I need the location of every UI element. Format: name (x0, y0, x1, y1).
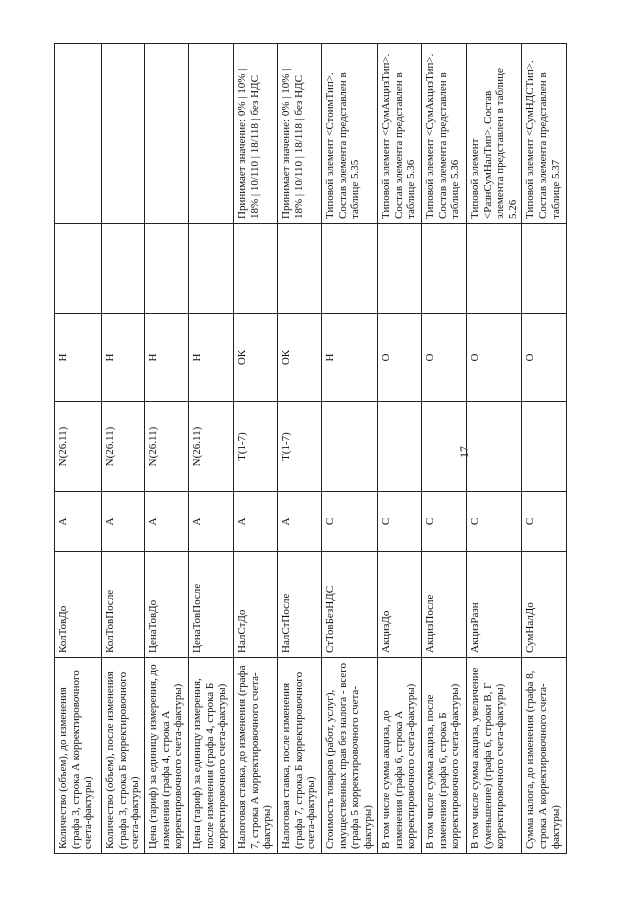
empty-cell (144, 224, 188, 314)
element-note-cell (102, 44, 145, 224)
element-code-cell: СумНалДо (522, 552, 567, 658)
table-row (421, 44, 466, 854)
element-type-cell: А (55, 492, 102, 552)
element-required-cell: О (377, 314, 421, 402)
elements-table (54, 43, 567, 854)
element-type-cell: С (421, 492, 466, 552)
element-code-cell: АкцизРазн (466, 552, 522, 658)
scan-mark (568, 730, 588, 820)
empty-cell (233, 224, 277, 314)
element-format-cell (321, 402, 377, 492)
element-type-cell: С (377, 492, 421, 552)
element-name-cell: В том числе сумма акциза, увеличение (уменьшение) (графа 6, строки В, Г корректировочного счета-фактуры) (466, 658, 522, 854)
table-row (277, 44, 321, 854)
table-row (144, 44, 188, 854)
element-required-cell: Н (144, 314, 188, 402)
element-type-cell: С (321, 492, 377, 552)
element-format-cell (522, 402, 567, 492)
table-row (55, 44, 102, 854)
empty-cell (522, 224, 567, 314)
element-required-cell: О (466, 314, 522, 402)
element-type-cell: С (522, 492, 567, 552)
element-code-cell: НалСтДо (233, 552, 277, 658)
element-format-cell: T(1-7) (233, 402, 277, 492)
element-code-cell: НалСтПосле (277, 552, 321, 658)
empty-cell (102, 224, 145, 314)
element-code-cell: ЦенаТовПосле (188, 552, 233, 658)
element-name-cell: Налоговая ставка, до изменения (графа 7, строка А корректировочного счета-фактуры) (233, 658, 277, 854)
element-name-cell: Количество (объем), после изменения (графа 3, строка Б корректировочного счета-фактуры) (102, 658, 145, 854)
element-format-cell: N(26.11) (144, 402, 188, 492)
element-format-cell (421, 402, 466, 492)
element-note-cell: Принимает значение: 0% | 10% | 18% | 10/110 | 18/118 | без НДС (277, 44, 321, 224)
element-note-cell: Типовой элемент <РазнСумНалТип>. Состав элемента представлен в таблице 5.26 (466, 44, 522, 224)
element-note-cell: Типовой элемент <СтоимТип>. Состав элемента представлен в таблице 5.35 (321, 44, 377, 224)
element-note-cell: Принимает значение: 0% | 10% | 18% | 10/110 | 18/118 | без НДС (233, 44, 277, 224)
empty-cell (55, 224, 102, 314)
element-format-cell: N(26.11) (102, 402, 145, 492)
element-note-cell: Типовой элемент <СумАкцизТип>. Состав элемента представлен в таблице 5.36 (421, 44, 466, 224)
empty-cell (421, 224, 466, 314)
empty-cell (321, 224, 377, 314)
empty-cell (466, 224, 522, 314)
element-note-cell: Типовой элемент <СумАкцизТип>. Состав элемента представлен в таблице 5.36 (377, 44, 421, 224)
element-required-cell: ОК (233, 314, 277, 402)
element-name-cell: В том числе сумма акциза, до изменения (графа 6, строка А корректировочного счета-фактуры) (377, 658, 421, 854)
element-name-cell: Цена (тариф) за единицу измерения, до изменения (графа 4, строка А корректировочного счета-фактуры) (144, 658, 188, 854)
table-row (522, 44, 567, 854)
element-name-cell: Стоимость товаров (работ, услуг), имущественных прав без налога - всего (графа 5 корректировочного счета-фактуры) (321, 658, 377, 854)
element-note-cell (55, 44, 102, 224)
element-name-cell: Цена (тариф) за единицу измерения, после изменения (графа 4, строка Б корректировочного счета-фактуры) (188, 658, 233, 854)
element-format-cell: N(26.11) (188, 402, 233, 492)
element-required-cell: Н (55, 314, 102, 402)
element-name-cell: Количество (объем), до изменения (графа 3, строка А корректировочного счета-фактуры) (55, 658, 102, 854)
element-name-cell: В том числе сумма акциза, после изменения (графа 6, строка Б корректировочного счета-фактуры) (421, 658, 466, 854)
element-type-cell: А (102, 492, 145, 552)
element-code-cell: АкцизДо (377, 552, 421, 658)
empty-cell (277, 224, 321, 314)
element-required-cell: ОК (277, 314, 321, 402)
element-name-cell: Налоговая ставка, после изменения (графа 7, строка Б корректировочного счета-фактуры) (277, 658, 321, 854)
element-note-cell (188, 44, 233, 224)
empty-cell (377, 224, 421, 314)
table-row (377, 44, 421, 854)
element-type-cell: А (277, 492, 321, 552)
element-required-cell: Н (321, 314, 377, 402)
element-code-cell: КолТовПосле (102, 552, 145, 658)
element-format-cell (466, 402, 522, 492)
page-number: 17 (457, 446, 471, 458)
element-code-cell: АкцизПосле (421, 552, 466, 658)
element-code-cell: СтТовБезНДС (321, 552, 377, 658)
element-required-cell: О (421, 314, 466, 402)
element-required-cell: О (522, 314, 567, 402)
element-name-cell: Сумма налога, до изменения (графа 8, строка А корректировочного счета-фактуры) (522, 658, 567, 854)
element-type-cell: А (188, 492, 233, 552)
table-row (188, 44, 233, 854)
element-format-cell: T(1-7) (277, 402, 321, 492)
element-format-cell (377, 402, 421, 492)
table-row (233, 44, 277, 854)
element-type-cell: А (233, 492, 277, 552)
element-code-cell: ЦенаТовДо (144, 552, 188, 658)
element-required-cell: Н (188, 314, 233, 402)
empty-cell (188, 224, 233, 314)
element-type-cell: С (466, 492, 522, 552)
element-format-cell: N(26.11) (55, 402, 102, 492)
element-required-cell: Н (102, 314, 145, 402)
table-row (466, 44, 522, 854)
element-note-cell (144, 44, 188, 224)
element-code-cell: КолТовДо (55, 552, 102, 658)
table-row (102, 44, 145, 854)
element-note-cell: Типовой элемент <СумНДСТип>. Состав элемента представлен в таблице 5.37 (522, 44, 567, 224)
table-row (321, 44, 377, 854)
element-type-cell: А (144, 492, 188, 552)
